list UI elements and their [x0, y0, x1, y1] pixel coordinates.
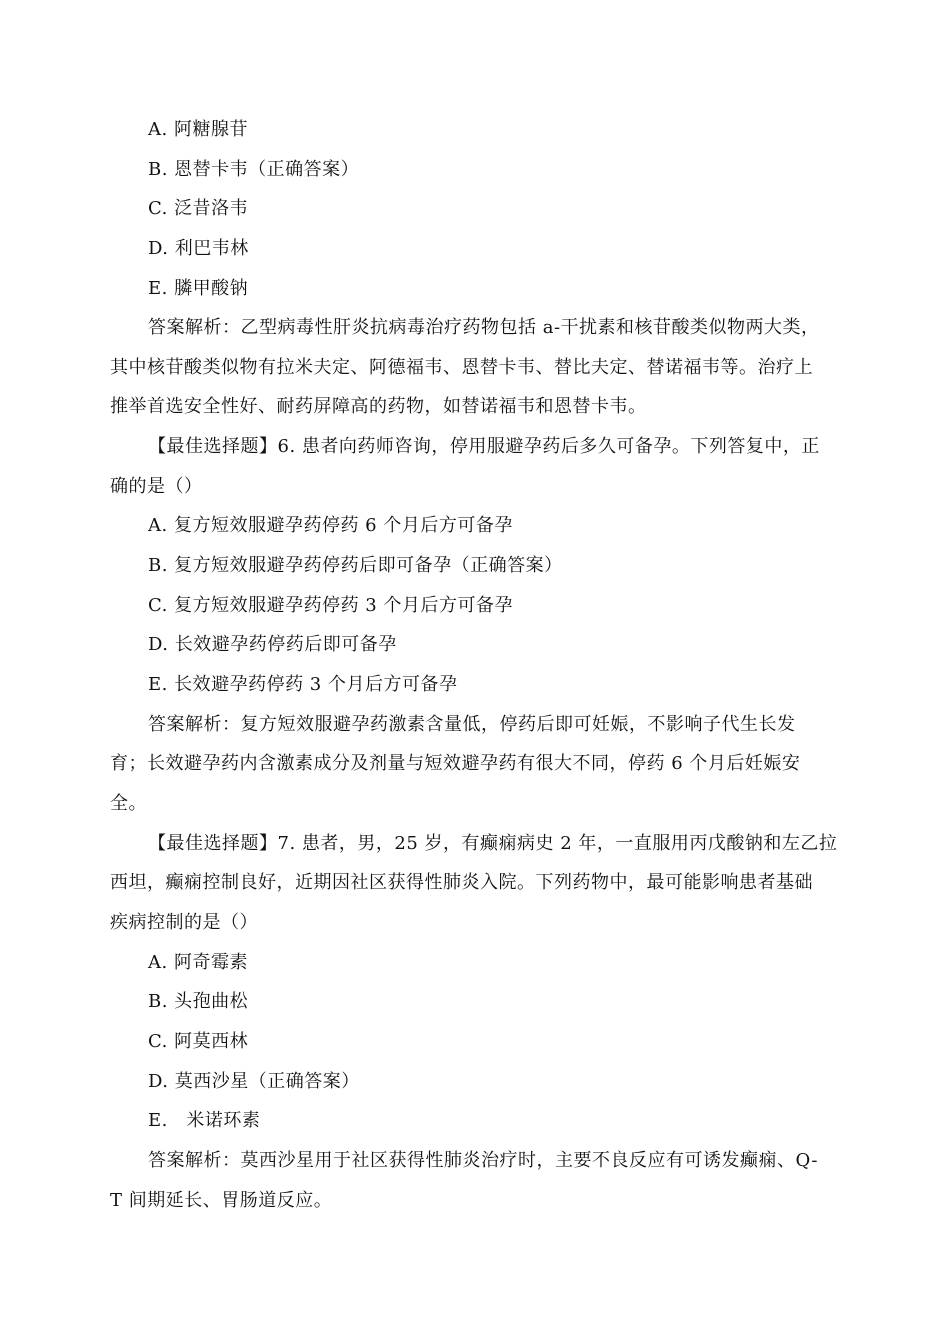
q7-analysis-line-2: T 间期延长、胃肠道反应。 — [110, 1190, 333, 1211]
q6-analysis-line-1: 答案解析：复方短效服避孕药激素含量低，停药后即可妊娠，不影响子代生长发 — [148, 714, 796, 735]
q7-option-e: E. 米诺环素 — [148, 1110, 261, 1131]
q7-stem-line-2: 西坦，癫痫控制良好，近期因社区获得性肺炎入院。下列药物中，最可能影响患者基础 — [110, 872, 813, 893]
q5-analysis-line-1: 答案解析：乙型病毒性肝炎抗病毒治疗药物包括 a-干扰素和核苷酸类似物两大类， — [148, 317, 820, 338]
q6-stem-line-1: 【最佳选择题】6. 患者向药师咨询，停用服避孕药后多久可备孕。下列答复中，正 — [148, 436, 820, 457]
q5-option-c: C. 泛昔洛韦 — [148, 198, 249, 219]
q6-stem-line-2: 确的是（） — [110, 476, 203, 497]
q6-analysis-line-2: 育；长效避孕药内含激素成分及剂量与短效避孕药有很大不同，停药 6 个月后妊娠安 — [110, 753, 801, 774]
q5-analysis-line-3: 推举首选安全性好、耐药屏障高的药物，如替诺福韦和恩替卡韦。 — [110, 396, 647, 417]
q5-option-d: D. 利巴韦林 — [148, 238, 249, 259]
q7-option-a: A. 阿奇霉素 — [148, 952, 248, 973]
q5-option-a: A. 阿糖腺苷 — [148, 119, 248, 140]
q6-option-c: C. 复方短效服避孕药停药 3 个月后方可备孕 — [148, 595, 513, 616]
q6-option-d: D. 长效避孕药停药后即可备孕 — [148, 634, 397, 655]
q5-option-e: E. 膦甲酸钠 — [148, 278, 249, 299]
q7-option-b: B. 头孢曲松 — [148, 991, 249, 1012]
q5-analysis-line-2: 其中核苷酸类似物有拉米夫定、阿德福韦、恩替卡韦、替比夫定、替诺福韦等。治疗上 — [110, 357, 813, 378]
q6-option-a: A. 复方短效服避孕药停药 6 个月后方可备孕 — [148, 515, 513, 536]
q7-stem-line-1: 【最佳选择题】7. 患者，男，25 岁，有癫痫病史 2 年，一直服用丙戊酸钠和左乙拉 — [148, 833, 838, 854]
q6-option-b: B. 复方短效服避孕药停药后即可备孕（正确答案） — [148, 555, 563, 576]
q7-analysis-line-1: 答案解析：莫西沙星用于社区获得性肺炎治疗时，主要不良反应有可诱发癫痫、Q- — [148, 1150, 818, 1171]
q7-option-c: C. 阿莫西林 — [148, 1031, 249, 1052]
q6-analysis-line-3: 全。 — [110, 793, 147, 814]
q7-option-d: D. 莫西沙星（正确答案） — [148, 1071, 360, 1092]
q6-option-e: E. 长效避孕药停药 3 个月后方可备孕 — [148, 674, 458, 695]
q7-stem-line-3: 疾病控制的是（） — [110, 912, 258, 933]
q5-option-b: B. 恩替卡韦（正确答案） — [148, 159, 360, 180]
